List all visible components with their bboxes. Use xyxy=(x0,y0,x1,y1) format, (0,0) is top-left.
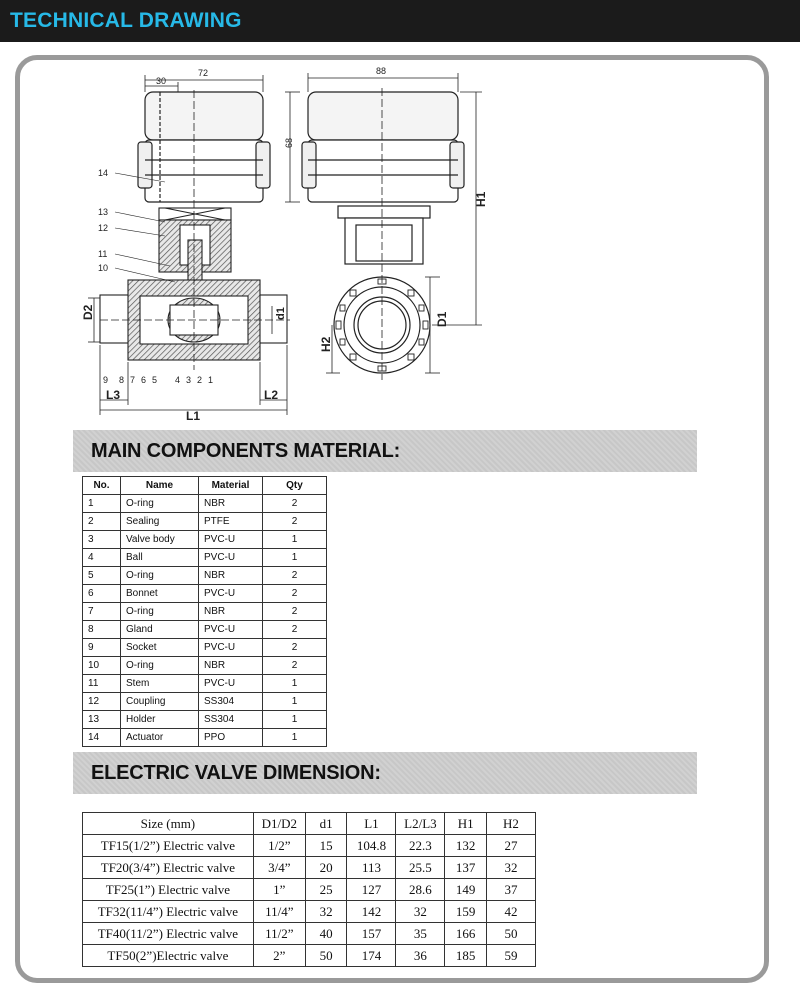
label-L2: L2 xyxy=(264,388,279,402)
cell-qty: 2 xyxy=(263,639,327,657)
cell-h1: 132 xyxy=(445,835,487,857)
cell-l2l3: 35 xyxy=(396,923,445,945)
cell-material: PVC-U xyxy=(199,549,263,567)
cell-h1: 137 xyxy=(445,857,487,879)
cell-d1: 40 xyxy=(305,923,347,945)
cell-d1d2: 11/4” xyxy=(253,901,305,923)
cell-material: SS304 xyxy=(199,711,263,729)
cell-size: TF15(1/2”) Electric valve xyxy=(83,835,254,857)
cell-material: PVC-U xyxy=(199,639,263,657)
cell-name: Stem xyxy=(121,675,199,693)
table-row xyxy=(83,879,536,901)
cell-h2: 50 xyxy=(487,923,536,945)
dim-72: 72 xyxy=(198,68,209,78)
table-row xyxy=(83,567,327,585)
cell-qty: 1 xyxy=(263,531,327,549)
top-banner xyxy=(0,0,800,42)
part-label-10: 10 xyxy=(98,263,109,273)
dimension-header-text: ELECTRIC VALVE DIMENSION: xyxy=(91,762,381,784)
cell-material: PPO xyxy=(199,729,263,747)
label-H1: H1 xyxy=(474,191,488,207)
part-label-9: 9 xyxy=(103,375,109,385)
cell-no: 11 xyxy=(83,675,121,693)
cell-size: TF25(1”) Electric valve xyxy=(83,879,254,901)
cell-l1: 127 xyxy=(347,879,396,901)
table-row xyxy=(83,549,327,567)
cell-no: 6 xyxy=(83,585,121,603)
cell-h1: 166 xyxy=(445,923,487,945)
col-header-l1: L1 xyxy=(347,813,396,835)
part-label-4: 4 xyxy=(175,375,181,385)
table-row xyxy=(83,857,536,879)
col-header-size: Size (mm) xyxy=(83,813,254,835)
cell-qty: 1 xyxy=(263,693,327,711)
part-label-1: 1 xyxy=(208,375,214,385)
actuator-front xyxy=(138,92,270,202)
col-header-d1: d1 xyxy=(305,813,347,835)
table-row xyxy=(83,835,536,857)
cell-no: 7 xyxy=(83,603,121,621)
cell-l1: 174 xyxy=(347,945,396,967)
col-header-material: Material xyxy=(199,477,263,495)
part-label-2: 2 xyxy=(197,375,203,385)
cell-name: Bonnet xyxy=(121,585,199,603)
table-row xyxy=(83,923,536,945)
dim-68: 68 xyxy=(284,137,294,148)
cell-h2: 27 xyxy=(487,835,536,857)
cell-material: PTFE xyxy=(199,513,263,531)
cell-qty: 1 xyxy=(263,549,327,567)
table-row xyxy=(83,675,327,693)
actuator-side xyxy=(302,92,464,264)
cell-l2l3: 36 xyxy=(396,945,445,967)
label-L1: L1 xyxy=(186,409,201,423)
cell-d1d2: 1” xyxy=(253,879,305,901)
cell-h2: 37 xyxy=(487,879,536,901)
cell-name: O-ring xyxy=(121,567,199,585)
cell-l1: 142 xyxy=(347,901,396,923)
table-row xyxy=(83,603,327,621)
table-row xyxy=(83,711,327,729)
cell-name: Gland xyxy=(121,621,199,639)
cell-material: PVC-U xyxy=(199,621,263,639)
cell-no: 9 xyxy=(83,639,121,657)
cell-material: PVC-U xyxy=(199,675,263,693)
cell-d1: 25 xyxy=(305,879,347,901)
cell-name: Socket xyxy=(121,639,199,657)
cell-d1d2: 2” xyxy=(253,945,305,967)
dimension-table xyxy=(82,812,536,967)
part-label-6: 6 xyxy=(141,375,147,385)
table-row xyxy=(83,513,327,531)
table-row xyxy=(83,621,327,639)
dimension-header-row xyxy=(83,813,536,835)
cell-l1: 104.8 xyxy=(347,835,396,857)
cell-qty: 2 xyxy=(263,513,327,531)
cell-qty: 1 xyxy=(263,711,327,729)
cell-name: Actuator xyxy=(121,729,199,747)
cell-name: O-ring xyxy=(121,657,199,675)
cell-size: TF40(11/2”) Electric valve xyxy=(83,923,254,945)
cell-no: 13 xyxy=(83,711,121,729)
cell-name: Coupling xyxy=(121,693,199,711)
part-label-14: 14 xyxy=(98,168,109,178)
cell-no: 1 xyxy=(83,495,121,513)
part-label-12: 12 xyxy=(98,223,109,233)
label-d1: d1 xyxy=(275,307,287,320)
cell-h2: 59 xyxy=(487,945,536,967)
label-L3: L3 xyxy=(106,388,121,402)
cell-qty: 2 xyxy=(263,621,327,639)
banner-title: TECHNICAL DRAWING xyxy=(10,9,242,32)
cell-qty: 2 xyxy=(263,657,327,675)
col-header-name: Name xyxy=(121,477,199,495)
cell-d1: 20 xyxy=(305,857,347,879)
materials-header xyxy=(73,430,697,472)
cell-d1d2: 1/2” xyxy=(253,835,305,857)
cell-h2: 42 xyxy=(487,901,536,923)
col-header-h1: H1 xyxy=(445,813,487,835)
cell-name: O-ring xyxy=(121,495,199,513)
cell-h1: 159 xyxy=(445,901,487,923)
part-label-13: 13 xyxy=(98,207,109,217)
cell-qty: 2 xyxy=(263,567,327,585)
cell-no: 10 xyxy=(83,657,121,675)
table-row xyxy=(83,495,327,513)
cell-name: Ball xyxy=(121,549,199,567)
coupling-holder xyxy=(159,208,231,282)
label-D1: D1 xyxy=(435,311,449,327)
col-header-h2: H2 xyxy=(487,813,536,835)
materials-table xyxy=(82,476,327,747)
cell-qty: 1 xyxy=(263,675,327,693)
cell-no: 5 xyxy=(83,567,121,585)
table-row xyxy=(83,657,327,675)
dimension-header xyxy=(73,752,697,794)
cell-size: TF32(11/4”) Electric valve xyxy=(83,901,254,923)
dim-88: 88 xyxy=(376,66,387,76)
cell-size: TF50(2”)Electric valve xyxy=(83,945,254,967)
cell-h1: 185 xyxy=(445,945,487,967)
col-header-qty: Qty xyxy=(263,477,327,495)
technical-drawing xyxy=(60,60,530,430)
cell-no: 8 xyxy=(83,621,121,639)
cell-material: NBR xyxy=(199,603,263,621)
cell-d1d2: 3/4” xyxy=(253,857,305,879)
cell-material: SS304 xyxy=(199,693,263,711)
cell-h1: 149 xyxy=(445,879,487,901)
cell-l2l3: 22.3 xyxy=(396,835,445,857)
table-row xyxy=(83,531,327,549)
part-label-3: 3 xyxy=(186,375,192,385)
cell-qty: 2 xyxy=(263,603,327,621)
cell-no: 2 xyxy=(83,513,121,531)
table-row xyxy=(83,945,536,967)
cell-no: 12 xyxy=(83,693,121,711)
cell-name: O-ring xyxy=(121,603,199,621)
materials-header-text: MAIN COMPONENTS MATERIAL: xyxy=(91,440,401,462)
cell-qty: 2 xyxy=(263,585,327,603)
cell-l2l3: 28.6 xyxy=(396,879,445,901)
table-row xyxy=(83,639,327,657)
cell-d1d2: 11/2” xyxy=(253,923,305,945)
cell-l1: 157 xyxy=(347,923,396,945)
table-row xyxy=(83,693,327,711)
col-header-no: No. xyxy=(83,477,121,495)
label-D2: D2 xyxy=(81,304,95,320)
part-label-5: 5 xyxy=(152,375,158,385)
table-row xyxy=(83,901,536,923)
cell-qty: 1 xyxy=(263,729,327,747)
cell-size: TF20(3/4”) Electric valve xyxy=(83,857,254,879)
part-label-8: 8 xyxy=(119,375,125,385)
cell-material: NBR xyxy=(199,495,263,513)
cell-qty: 2 xyxy=(263,495,327,513)
table-row xyxy=(83,729,327,747)
cell-name: Holder xyxy=(121,711,199,729)
cell-material: PVC-U xyxy=(199,585,263,603)
dim-30: 30 xyxy=(156,76,167,86)
cell-d1: 32 xyxy=(305,901,347,923)
col-header-l2l3: L2/L3 xyxy=(396,813,445,835)
cell-no: 3 xyxy=(83,531,121,549)
label-H2: H2 xyxy=(319,336,333,352)
cell-l1: 113 xyxy=(347,857,396,879)
cell-material: NBR xyxy=(199,567,263,585)
part-label-11: 11 xyxy=(98,249,108,259)
table-row xyxy=(83,585,327,603)
materials-header-row xyxy=(83,477,327,495)
cell-d1: 50 xyxy=(305,945,347,967)
cell-no: 14 xyxy=(83,729,121,747)
col-header-d1d2: D1/D2 xyxy=(253,813,305,835)
cell-l2l3: 25.5 xyxy=(396,857,445,879)
cell-no: 4 xyxy=(83,549,121,567)
cell-material: PVC-U xyxy=(199,531,263,549)
cell-name: Sealing xyxy=(121,513,199,531)
cell-h2: 32 xyxy=(487,857,536,879)
cell-d1: 15 xyxy=(305,835,347,857)
cell-material: NBR xyxy=(199,657,263,675)
part-label-7: 7 xyxy=(130,375,136,385)
cell-name: Valve body xyxy=(121,531,199,549)
cell-l2l3: 32 xyxy=(396,901,445,923)
